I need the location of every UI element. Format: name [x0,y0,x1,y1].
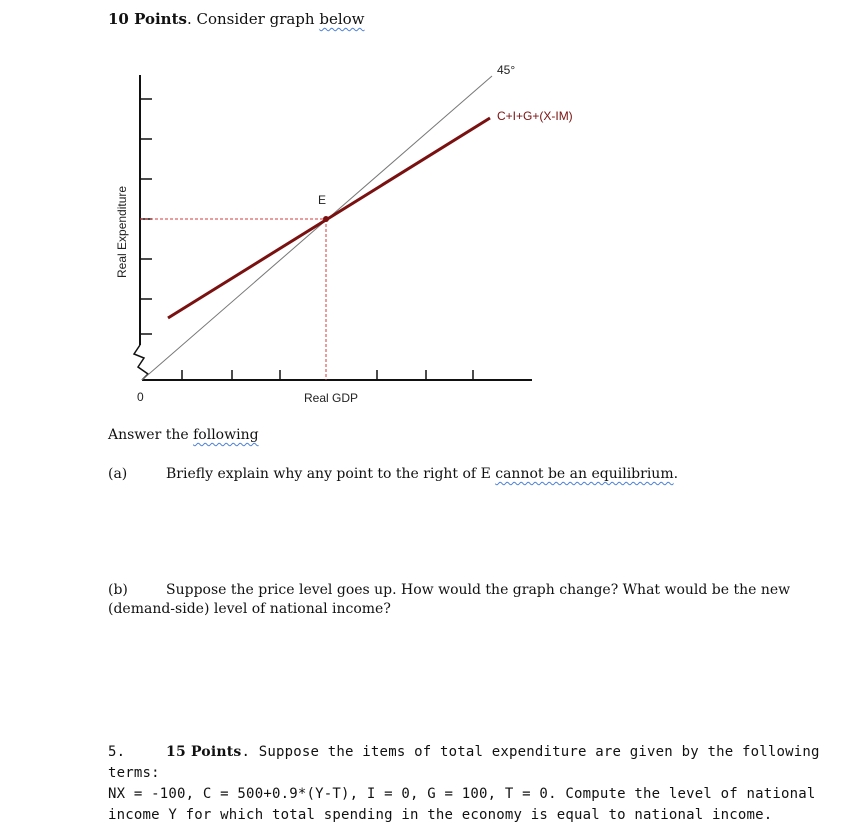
question-b-label: (b) [108,582,128,598]
equilibrium-point [323,216,329,222]
heading-points: 10 Points [108,10,187,28]
answer-text: Answer the [108,427,194,443]
equilibrium-label: E [318,193,327,207]
answer-heading [108,427,259,443]
question-b-text: Suppose the price level goes up. How would the graph change? What would be the new (demand-side) level of national income? [108,582,791,617]
y-axis-label: Real Expenditure [115,185,129,278]
question-5-number: 5. [108,744,126,760]
ae-line-label: C+I+G+(X-IM) [497,109,573,123]
expenditure-graph [100,58,600,413]
heading-text: . Consider graph [186,10,320,28]
axis-break [134,345,148,380]
answer-underlined-word: following [193,427,259,443]
question-a-body: Briefly explain why any point to the right of E [166,466,496,482]
x-axis-label: Real GDP [304,391,359,405]
heading [108,10,365,28]
line-45-degree [142,76,492,380]
origin-label: 0 [137,390,144,404]
aggregate-expenditure-line [168,118,490,318]
question-5-line-1 [108,742,843,784]
line-45-label: 45° [497,63,516,77]
question-a-label: (a) [108,466,128,482]
question-5-line-2: NX = -100, C = 500+0.9*(Y-T), I = 0, G = 100, T = 0. Compute the level of national [108,786,816,802]
question-b [108,581,838,619]
x-axis-ticks [182,370,473,380]
question-5 [108,742,843,826]
question-a-text [166,466,678,482]
y-axis-ticks [140,99,152,334]
question-5-points: 15 Points [166,744,242,760]
question-5-line-1-text: . Suppose the items of total expenditure are given by the following terms: [108,744,820,781]
question-a-underlined: cannot be an equilibrium [495,466,674,482]
question-5-line-3: income Y for which total spending in the economy is equal to national income. [108,807,773,823]
question-a-end: . [673,466,679,482]
heading-underlined-word: below [319,10,365,28]
